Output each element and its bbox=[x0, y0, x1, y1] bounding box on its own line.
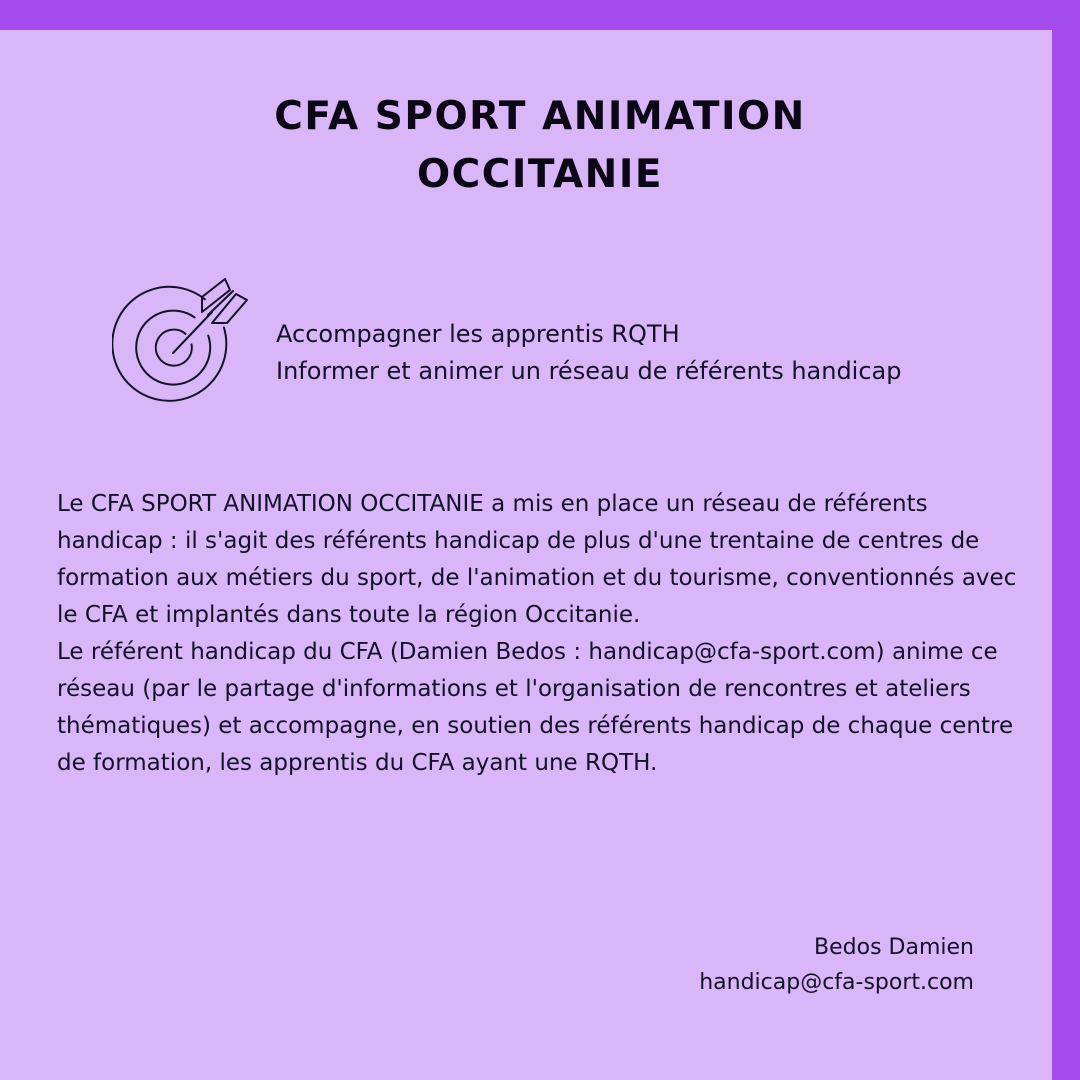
description-paragraph-2: Le référent handicap du CFA (Damien Bedos : handicap@cfa-sport.com) anime ce réseau (par le partage d'informations et l'organisation de rencontres et ateliers thématiques) et accompagne, en soutien des référents handicap de chaque centre de formation, les apprentis du CFA ayant une RQTH. bbox=[57, 639, 1014, 776]
goal-item: Accompagner les apprentis RQTH bbox=[276, 320, 680, 348]
target-arrow-icon bbox=[112, 277, 252, 413]
description-paragraph-1: Le CFA SPORT ANIMATION OCCITANIE a mis en place un réseau de référents handicap : il s'agit des référents handicap de plus d'une trentaine de centres de formation aux métiers du sport, de l'animation et du tourisme, conventionnés avec le CFA et implantés dans toute la région Occitanie. bbox=[57, 491, 1017, 628]
goals-list bbox=[276, 316, 902, 390]
title-line-1: CFA SPORT ANIMATION bbox=[274, 94, 806, 139]
page-title bbox=[0, 88, 1080, 204]
signature-name: Bedos Damien bbox=[814, 935, 974, 960]
goal-item: Informer et animer un réseau de référents handicap bbox=[276, 357, 902, 385]
signature-email: handicap@cfa-sport.com bbox=[699, 970, 974, 995]
signature-block bbox=[699, 930, 974, 1000]
description bbox=[57, 486, 1017, 782]
title-line-2: OCCITANIE bbox=[417, 152, 663, 197]
